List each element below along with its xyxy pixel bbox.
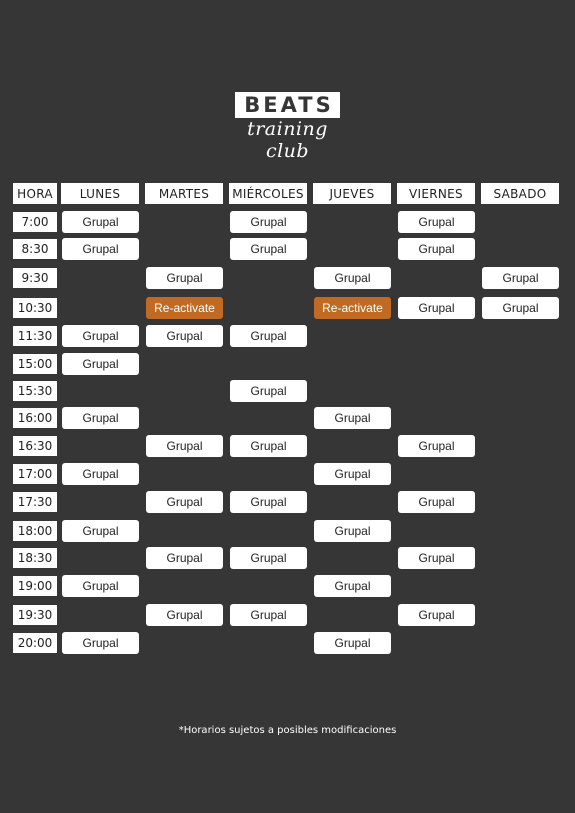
footnote: *Horarios sujetos a posibles modificaciones <box>178 725 397 736</box>
class-slot-martes: Re-activate <box>146 297 223 319</box>
class-slot-jueves: Grupal <box>314 575 391 597</box>
time-slot: 16:30 <box>13 436 57 456</box>
class-slot-martes: Grupal <box>146 491 223 513</box>
class-slot-martes: Grupal <box>146 604 223 626</box>
class-slot-martes: Grupal <box>146 435 223 457</box>
header-lunes: LUNES <box>61 183 139 204</box>
time-slot: 9:30 <box>13 268 57 288</box>
class-slot-lunes: Grupal <box>62 520 139 542</box>
class-slot-martes: Grupal <box>146 267 223 289</box>
class-slot-jueves: Grupal <box>314 520 391 542</box>
header-sabado: SABADO <box>481 183 559 204</box>
time-slot: 18:00 <box>13 521 57 541</box>
class-slot-jueves: Grupal <box>314 267 391 289</box>
header-jueves: JUEVES <box>313 183 391 204</box>
class-slot-lunes: Grupal <box>62 632 139 654</box>
header-hora: HORA <box>13 183 57 204</box>
time-slot: 18:30 <box>13 548 57 568</box>
time-slot: 20:00 <box>13 633 57 653</box>
class-slot-lunes: Grupal <box>62 325 139 347</box>
time-slot: 17:30 <box>13 492 57 512</box>
time-slot: 19:00 <box>13 576 57 596</box>
class-slot-viernes: Grupal <box>398 211 475 233</box>
class-slot-martes: Grupal <box>146 325 223 347</box>
class-slot-lunes: Grupal <box>62 238 139 260</box>
class-slot-sabado: Grupal <box>482 267 559 289</box>
time-slot: 7:00 <box>13 212 57 232</box>
header-viernes: VIERNES <box>397 183 475 204</box>
time-slot: 15:00 <box>13 354 57 374</box>
class-slot-lunes: Grupal <box>62 575 139 597</box>
time-slot: 17:00 <box>13 464 57 484</box>
time-slot: 10:30 <box>13 298 57 318</box>
class-slot-miercoles: Grupal <box>230 325 307 347</box>
class-slot-viernes: Grupal <box>398 491 475 513</box>
class-slot-miercoles: Grupal <box>230 604 307 626</box>
time-slot: 15:30 <box>13 381 57 401</box>
class-slot-jueves: Grupal <box>314 463 391 485</box>
class-slot-viernes: Grupal <box>398 238 475 260</box>
class-slot-viernes: Grupal <box>398 435 475 457</box>
class-slot-lunes: Grupal <box>62 211 139 233</box>
class-slot-miercoles: Grupal <box>230 491 307 513</box>
class-slot-lunes: Grupal <box>62 463 139 485</box>
class-slot-sabado: Grupal <box>482 297 559 319</box>
class-slot-miercoles: Grupal <box>230 547 307 569</box>
class-slot-jueves: Re-activate <box>314 297 391 319</box>
class-slot-viernes: Grupal <box>398 547 475 569</box>
class-slot-viernes: Grupal <box>398 604 475 626</box>
brand-logo <box>235 92 340 118</box>
class-slot-lunes: Grupal <box>62 353 139 375</box>
class-slot-jueves: Grupal <box>314 407 391 429</box>
class-slot-martes: Grupal <box>146 547 223 569</box>
time-slot: 19:30 <box>13 605 57 625</box>
class-slot-viernes: Grupal <box>398 297 475 319</box>
header-miercoles: MIÉRCOLES <box>229 183 307 204</box>
brand-name: BEATS <box>244 92 334 117</box>
class-slot-jueves: Grupal <box>314 632 391 654</box>
class-slot-miercoles: Grupal <box>230 435 307 457</box>
header-martes: MARTES <box>145 183 223 204</box>
time-slot: 11:30 <box>13 326 57 346</box>
time-slot: 16:00 <box>13 408 57 428</box>
class-slot-miercoles: Grupal <box>230 380 307 402</box>
class-slot-miercoles: Grupal <box>230 238 307 260</box>
class-slot-miercoles: Grupal <box>230 211 307 233</box>
time-slot: 8:30 <box>13 239 57 259</box>
class-slot-lunes: Grupal <box>62 407 139 429</box>
brand-tagline: training club <box>247 118 328 162</box>
